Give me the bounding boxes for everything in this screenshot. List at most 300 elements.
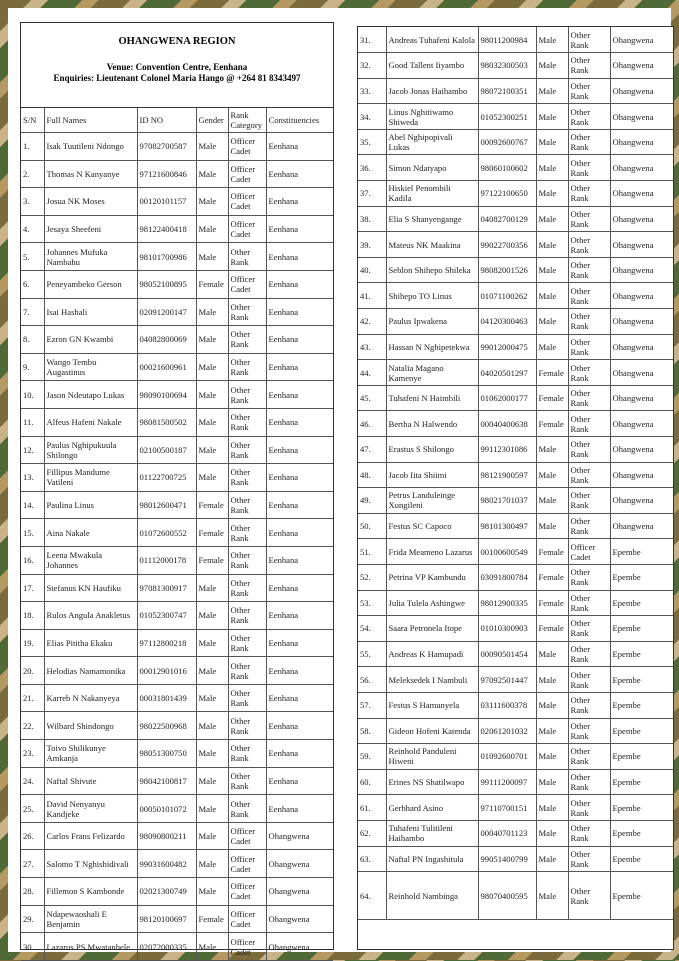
cell-rank: Other Rank — [568, 104, 610, 130]
table-row — [358, 641, 673, 667]
cell-id: 04082700129 — [478, 206, 536, 232]
cell-constituency: Eenhana — [266, 657, 333, 685]
cell-sn: 30. — [21, 933, 44, 961]
cell-name: Abel Nghipopivali Lukas — [386, 129, 478, 155]
cell-rank: Other Rank — [568, 385, 610, 411]
cell-rank: Other Rank — [568, 872, 610, 920]
cell-name: Mateus NK Maakina — [386, 232, 478, 258]
cell-constituency: Epembe — [610, 539, 673, 565]
cell-sn: 45. — [358, 385, 386, 411]
cell-gender: Female — [536, 539, 568, 565]
cell-rank: Other Rank — [228, 684, 266, 712]
cell-id: 98090800211 — [137, 822, 196, 850]
cell-constituency: Ohangwena — [610, 104, 673, 130]
cell-rank: Other Rank — [228, 408, 266, 436]
cell-gender: Male — [536, 820, 568, 846]
cell-gender: Male — [196, 436, 228, 464]
table-row — [21, 188, 333, 216]
cell-sn: 40. — [358, 257, 386, 283]
cell-rank: Officer Cadet — [228, 905, 266, 933]
cell-name: Isak Tuutileni Ndongo — [44, 133, 137, 161]
cell-gender: Male — [536, 488, 568, 514]
cell-constituency: Epembe — [610, 744, 673, 770]
cell-name: Aina Nakale — [44, 519, 137, 547]
cell-rank: Other Rank — [568, 437, 610, 463]
cell-id: 97110700151 — [478, 795, 536, 821]
cell-name: Jason Ndeutapo Lukas — [44, 381, 137, 409]
cell-name: Fillipus Mandume Vatileni — [44, 464, 137, 492]
cell-name: Johannes Mufuka Nambahu — [44, 243, 137, 271]
cell-sn: 24. — [21, 767, 44, 795]
cell-id: 98090100694 — [137, 381, 196, 409]
cell-sn: 58. — [358, 718, 386, 744]
cell-rank: Other Rank — [228, 546, 266, 574]
cell-constituency: Epembe — [610, 590, 673, 616]
col-header-rank: Rank Category — [228, 108, 266, 133]
cell-id: 01112000178 — [137, 546, 196, 574]
table-row — [358, 667, 673, 693]
cell-gender: Male — [196, 464, 228, 492]
cell-gender: Male — [536, 334, 568, 360]
cell-constituency: Ohangwena — [266, 850, 333, 878]
table-row — [358, 104, 673, 130]
cell-gender: Male — [196, 767, 228, 795]
cell-sn: 36. — [358, 155, 386, 181]
cell-constituency: Ohangwena — [610, 334, 673, 360]
cell-rank: Officer Cadet — [568, 539, 610, 565]
cell-id: 00040701123 — [478, 820, 536, 846]
right-column — [357, 26, 674, 950]
cell-rank: Other Rank — [568, 206, 610, 232]
cell-id: 98070400595 — [478, 872, 536, 920]
cell-constituency: Eenhana — [266, 546, 333, 574]
cell-gender: Male — [196, 381, 228, 409]
cell-name: Paulina Linus — [44, 491, 137, 519]
cell-sn: 11. — [21, 408, 44, 436]
table-row — [21, 243, 333, 271]
cell-name: Jesaya Sheefeni — [44, 215, 137, 243]
cell-name: Elia S Shanyengange — [386, 206, 478, 232]
document-page — [8, 8, 671, 957]
cell-name: Toivo Shilikunye Amkanja — [44, 740, 137, 768]
cell-rank: Officer Cadet — [228, 850, 266, 878]
cell-name: Helodias Namamonika — [44, 657, 137, 685]
cell-id: 00040400638 — [478, 411, 536, 437]
cell-rank: Other Rank — [568, 360, 610, 386]
cell-sn: 64. — [358, 872, 386, 920]
cell-name: Naftal Shivute — [44, 767, 137, 795]
cell-constituency: Epembe — [610, 820, 673, 846]
cell-gender: Male — [536, 744, 568, 770]
cell-gender: Male — [536, 309, 568, 335]
cell-id: 03111600378 — [478, 692, 536, 718]
cell-name: Karreb N Nakanyeya — [44, 684, 137, 712]
cell-gender: Male — [536, 129, 568, 155]
cell-id: 97121600846 — [137, 160, 196, 188]
cell-sn: 17. — [21, 574, 44, 602]
cell-constituency: Eenhana — [266, 684, 333, 712]
table-row — [358, 257, 673, 283]
cell-rank: Other Rank — [228, 602, 266, 630]
cell-name: Paulus Ipwakena — [386, 309, 478, 335]
table-row — [21, 298, 333, 326]
cell-rank: Officer Cadet — [228, 160, 266, 188]
cell-constituency: Ohangwena — [610, 27, 673, 53]
cell-constituency: Ohangwena — [266, 905, 333, 933]
cell-id: 00092600767 — [478, 129, 536, 155]
cell-sn: 61. — [358, 795, 386, 821]
cell-name: Linus Nghitiwamo Shiweda — [386, 104, 478, 130]
cell-sn: 54. — [358, 616, 386, 642]
cell-name: Tuhafeni N Haimbili — [386, 385, 478, 411]
table-row — [358, 309, 673, 335]
cell-id: 04082800069 — [137, 326, 196, 354]
cell-id: 98011200984 — [478, 27, 536, 53]
cell-rank: Other Rank — [568, 462, 610, 488]
cell-id: 02021300749 — [137, 878, 196, 906]
cell-constituency: Eenhana — [266, 381, 333, 409]
cell-sn: 27. — [21, 850, 44, 878]
cell-constituency: Eenhana — [266, 767, 333, 795]
cell-constituency: Ohangwena — [610, 283, 673, 309]
table-row — [358, 437, 673, 463]
cell-gender: Male — [536, 257, 568, 283]
cell-gender: Male — [196, 188, 228, 216]
cell-constituency: Eenhana — [266, 712, 333, 740]
cell-rank: Other Rank — [228, 491, 266, 519]
cell-gender: Male — [196, 602, 228, 630]
cell-sn: 49. — [358, 488, 386, 514]
table-row — [21, 795, 333, 823]
table-row — [21, 657, 333, 685]
cell-name: Gideon Hofeni Katenda — [386, 718, 478, 744]
table-row — [358, 385, 673, 411]
cell-gender: Female — [536, 411, 568, 437]
cell-name: Fillemon S Kambonde — [44, 878, 137, 906]
cell-constituency: Ohangwena — [266, 933, 333, 961]
cell-name: Good Tallent Iiyambo — [386, 53, 478, 79]
cell-rank: Other Rank — [228, 740, 266, 768]
cell-sn: 23. — [21, 740, 44, 768]
cell-gender: Male — [536, 769, 568, 795]
cell-sn: 25. — [21, 795, 44, 823]
cell-rank: Other Rank — [568, 513, 610, 539]
cell-name: Ndapewaoshali E Benjamin — [44, 905, 137, 933]
cell-gender: Male — [196, 712, 228, 740]
cell-id: 00050101072 — [137, 795, 196, 823]
cell-name: David Nenyanyu Kandjeke — [44, 795, 137, 823]
cell-constituency: Ohangwena — [610, 257, 673, 283]
table-row — [358, 539, 673, 565]
cell-gender: Female — [536, 564, 568, 590]
table-row — [358, 334, 673, 360]
cell-id: 98122400418 — [137, 215, 196, 243]
cell-constituency: Eenhana — [266, 519, 333, 547]
cell-name: Natalia Magano Kamenye — [386, 360, 478, 386]
cell-gender: Male — [536, 718, 568, 744]
cell-rank: Other Rank — [568, 129, 610, 155]
cell-sn: 46. — [358, 411, 386, 437]
cell-gender: Female — [196, 491, 228, 519]
cell-gender: Female — [196, 546, 228, 574]
table-row — [358, 283, 673, 309]
cell-id: 01092600701 — [478, 744, 536, 770]
table-row — [21, 436, 333, 464]
cell-name: Frida Meameno Lazarus — [386, 539, 478, 565]
cell-constituency: Ohangwena — [610, 232, 673, 258]
cell-constituency: Ohangwena — [610, 129, 673, 155]
cell-constituency: Epembe — [610, 667, 673, 693]
table-row — [21, 464, 333, 492]
cell-rank: Other Rank — [568, 667, 610, 693]
cell-rank: Other Rank — [568, 744, 610, 770]
cell-rank: Officer Cadet — [228, 133, 266, 161]
cell-gender: Male — [196, 243, 228, 271]
table-row — [358, 360, 673, 386]
cell-rank: Officer Cadet — [228, 215, 266, 243]
cell-rank: Other Rank — [228, 657, 266, 685]
cell-gender: Male — [196, 878, 228, 906]
table-row — [358, 795, 673, 821]
cell-rank: Other Rank — [228, 381, 266, 409]
cell-gender: Male — [536, 181, 568, 207]
cell-id: 01122700725 — [137, 464, 196, 492]
cell-constituency: Ohangwena — [610, 155, 673, 181]
cell-rank: Other Rank — [568, 846, 610, 872]
cell-id: 00090501454 — [478, 641, 536, 667]
cell-gender: Male — [536, 795, 568, 821]
cell-rank: Other Rank — [568, 718, 610, 744]
cell-gender: Male — [536, 155, 568, 181]
cell-sn: 5. — [21, 243, 44, 271]
cell-constituency: Eenhana — [266, 243, 333, 271]
cell-name: Festus SC Capoco — [386, 513, 478, 539]
cell-constituency: Eenhana — [266, 795, 333, 823]
cell-gender: Female — [196, 905, 228, 933]
table-header-row — [21, 108, 333, 133]
cell-constituency: Ohangwena — [610, 181, 673, 207]
cell-id: 98082001526 — [478, 257, 536, 283]
table-row — [358, 129, 673, 155]
cell-sn: 8. — [21, 326, 44, 354]
cell-rank: Other Rank — [568, 53, 610, 79]
cell-sn: 48. — [358, 462, 386, 488]
cell-name: Julia Tulela Ashingwe — [386, 590, 478, 616]
cell-gender: Female — [536, 590, 568, 616]
cell-id: 04020501297 — [478, 360, 536, 386]
cell-id: 98121900597 — [478, 462, 536, 488]
table-row — [358, 820, 673, 846]
cell-id: 00031801439 — [137, 684, 196, 712]
cell-id: 98012900335 — [478, 590, 536, 616]
cell-id: 97112800218 — [137, 629, 196, 657]
cell-id: 97092501447 — [478, 667, 536, 693]
table-row — [358, 78, 673, 104]
table-row — [21, 684, 333, 712]
cell-id: 03091800784 — [478, 564, 536, 590]
cell-rank: Other Rank — [568, 692, 610, 718]
cell-id: 98120100697 — [137, 905, 196, 933]
cell-name: Naftal PN Ingashitula — [386, 846, 478, 872]
cell-name: Rulos Angula Anakletus — [44, 602, 137, 630]
cell-gender: Male — [196, 215, 228, 243]
col-header-sn: S/N — [21, 108, 44, 133]
cell-id: 97081300917 — [137, 574, 196, 602]
table-row — [358, 232, 673, 258]
cell-sn: 9. — [21, 353, 44, 381]
cell-name: Festus S Hamunyela — [386, 692, 478, 718]
cell-constituency: Eenhana — [266, 629, 333, 657]
cell-rank: Other Rank — [568, 27, 610, 53]
table-row — [21, 629, 333, 657]
cell-sn: 63. — [358, 846, 386, 872]
col-header-gender: Gender — [196, 108, 228, 133]
table-row — [21, 353, 333, 381]
cell-sn: 2. — [21, 160, 44, 188]
cell-id: 02091200147 — [137, 298, 196, 326]
cell-rank: Other Rank — [568, 795, 610, 821]
cell-name: Jacob Jonas Haihambo — [386, 78, 478, 104]
cell-constituency: Ohangwena — [610, 53, 673, 79]
cell-name: Wilbard Shindongo — [44, 712, 137, 740]
table-row — [358, 744, 673, 770]
cell-id: 01072600552 — [137, 519, 196, 547]
table-row — [21, 408, 333, 436]
table-row — [21, 546, 333, 574]
cell-gender: Male — [196, 740, 228, 768]
cell-id: 98081500502 — [137, 408, 196, 436]
cell-rank: Officer Cadet — [228, 878, 266, 906]
candidates-table-right — [358, 27, 673, 920]
cell-sn: 4. — [21, 215, 44, 243]
cell-rank: Other Rank — [228, 243, 266, 271]
cell-name: Salomo T Nghishidivali — [44, 850, 137, 878]
table-row — [358, 564, 673, 590]
cell-name: Seblon Shihepo Shileka — [386, 257, 478, 283]
table-row — [358, 590, 673, 616]
table-row — [358, 53, 673, 79]
cell-gender: Male — [536, 462, 568, 488]
cell-sn: 28. — [21, 878, 44, 906]
cell-gender: Male — [536, 667, 568, 693]
cell-rank: Officer Cadet — [228, 933, 266, 961]
cell-sn: 42. — [358, 309, 386, 335]
cell-rank: Other Rank — [568, 283, 610, 309]
cell-rank: Other Rank — [568, 820, 610, 846]
cell-name: Shihepo TO Linus — [386, 283, 478, 309]
cell-constituency: Epembe — [610, 795, 673, 821]
cell-constituency: Eenhana — [266, 326, 333, 354]
cell-constituency: Eenhana — [266, 270, 333, 298]
cell-id: 02100500187 — [137, 436, 196, 464]
cell-constituency: Ohangwena — [610, 411, 673, 437]
cell-sn: 12. — [21, 436, 44, 464]
table-row — [21, 878, 333, 906]
cell-name: Erines NS Shatilwapo — [386, 769, 478, 795]
table-row — [21, 491, 333, 519]
enquiries-line: Enquiries: Lieutenant Colonel Maria Hango @ +264 81 8343497 — [53, 73, 301, 83]
cell-rank: Other Rank — [228, 353, 266, 381]
cell-id: 98072100351 — [478, 78, 536, 104]
cell-constituency: Eenhana — [266, 740, 333, 768]
cell-gender: Male — [196, 160, 228, 188]
table-row — [21, 133, 333, 161]
cell-id: 98101700986 — [137, 243, 196, 271]
cell-sn: 50. — [358, 513, 386, 539]
cell-sn: 60. — [358, 769, 386, 795]
cell-name: Tuhafeni Tulitileni Haihambo — [386, 820, 478, 846]
cell-id: 98060100602 — [478, 155, 536, 181]
cell-rank: Other Rank — [568, 181, 610, 207]
cell-id: 00012901016 — [137, 657, 196, 685]
cell-sn: 59. — [358, 744, 386, 770]
cell-sn: 15. — [21, 519, 44, 547]
cell-gender: Male — [536, 78, 568, 104]
cell-name: Isai Hashali — [44, 298, 137, 326]
cell-gender: Male — [536, 513, 568, 539]
cell-name: Wango Tembu Augastinus — [44, 353, 137, 381]
cell-sn: 1. — [21, 133, 44, 161]
cell-id: 99031600482 — [137, 850, 196, 878]
cell-gender: Male — [536, 283, 568, 309]
cell-gender: Male — [196, 629, 228, 657]
cell-id: 02072000335 — [137, 933, 196, 961]
cell-sn: 18. — [21, 602, 44, 630]
cell-name: Peneyambeko Gerson — [44, 270, 137, 298]
cell-constituency: Eenhana — [266, 188, 333, 216]
cell-gender: Male — [196, 933, 228, 961]
cell-id: 01052300747 — [137, 602, 196, 630]
left-column — [20, 22, 334, 957]
table-row — [21, 519, 333, 547]
table-row — [358, 769, 673, 795]
table-row — [21, 712, 333, 740]
cell-rank: Other Rank — [568, 769, 610, 795]
cell-rank: Other Rank — [568, 78, 610, 104]
cell-sn: 3. — [21, 188, 44, 216]
cell-sn: 13. — [21, 464, 44, 492]
cell-constituency: Eenhana — [266, 215, 333, 243]
cell-constituency: Ohangwena — [610, 309, 673, 335]
cell-rank: Other Rank — [568, 257, 610, 283]
table-row — [358, 155, 673, 181]
cell-sn: 37. — [358, 181, 386, 207]
cell-sn: 21. — [21, 684, 44, 712]
cell-name: Saara Petronela Itope — [386, 616, 478, 642]
cell-constituency: Eenhana — [266, 491, 333, 519]
cell-sn: 55. — [358, 641, 386, 667]
cell-rank: Other Rank — [228, 464, 266, 492]
table-row — [21, 850, 333, 878]
cell-name: Petrus Landuleinge Xungileni — [386, 488, 478, 514]
cell-constituency: Epembe — [610, 769, 673, 795]
cell-constituency: Ohangwena — [610, 513, 673, 539]
cell-constituency: Eenhana — [266, 574, 333, 602]
cell-gender: Female — [536, 616, 568, 642]
cell-sn: 38. — [358, 206, 386, 232]
cell-name: Erastus S Shilongo — [386, 437, 478, 463]
table-row — [21, 602, 333, 630]
cell-gender: Male — [196, 822, 228, 850]
cell-id: 02061201032 — [478, 718, 536, 744]
cell-gender: Male — [196, 657, 228, 685]
cell-id: 99051400799 — [478, 846, 536, 872]
cell-sn: 47. — [358, 437, 386, 463]
cell-constituency: Epembe — [610, 564, 673, 590]
cell-name: Gerbhard Asino — [386, 795, 478, 821]
cell-gender: Male — [536, 104, 568, 130]
cell-rank: Other Rank — [228, 519, 266, 547]
